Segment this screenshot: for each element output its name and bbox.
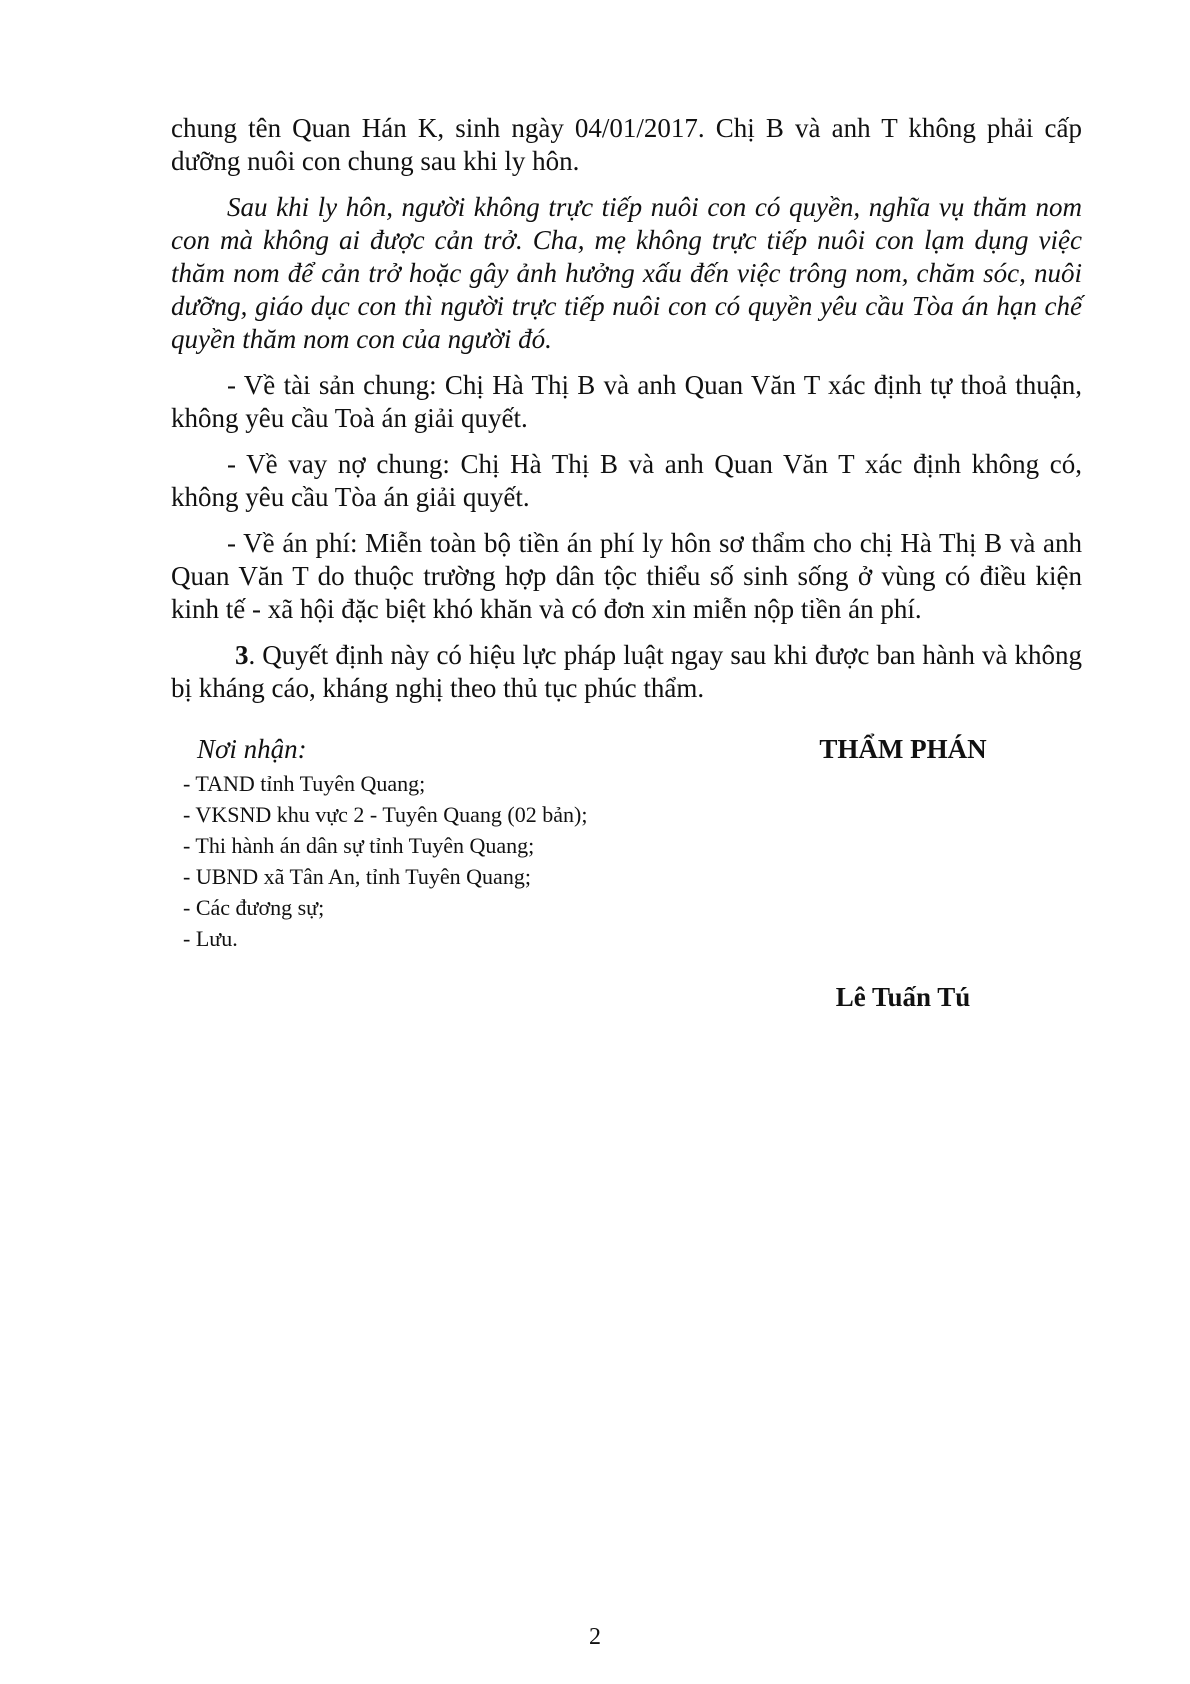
paragraph-court-fees: - Về án phí: Miễn toàn bộ tiền án phí ly hôn sơ thẩm cho chị Hà Thị B và anh Quan Văn T do thuộc trường hợp dân tộc thiểu số sinh sống ở vùng có điều kiện kinh tế - xã hội đặc biệt khó khăn và có đơn xin miễn nộp tiền án phí. bbox=[171, 528, 1082, 624]
recipient-item: - UBND xã Tân An, tỉnh Tuyên Quang; bbox=[183, 864, 531, 889]
recipients-list bbox=[183, 768, 683, 954]
recipient-item: - Thi hành án dân sự tỉnh Tuyên Quang; bbox=[183, 833, 535, 858]
page-number: 2 bbox=[589, 1624, 601, 1650]
clause-3-text: . Quyết định này có hiệu lực pháp luật ngay sau khi được ban hành và không bị kháng cáo, kháng nghị theo thủ tục phúc thẩm. bbox=[171, 640, 1082, 703]
recipient-item: - VKSND khu vực 2 - Tuyên Quang (02 bản); bbox=[183, 802, 588, 827]
document-body bbox=[171, 112, 1082, 718]
signature-block bbox=[743, 732, 1063, 1014]
recipients-section bbox=[183, 732, 683, 954]
recipient-item: - Lưu. bbox=[183, 926, 238, 951]
paragraph-visitation-rights: Sau khi ly hôn, người không trực tiếp nuôi con có quyền, nghĩa vụ thăm nom con mà không ai được cản trở. Cha, mẹ không trực tiếp nuôi con lạm dụng việc thăm nom để cản trở hoặc gây ảnh hưởng xấu đến việc trông nom, chăm sóc, nuôi dưỡng, giáo dục con thì người trực tiếp nuôi con có quyền yêu cầu Tòa án hạn chế quyền thăm nom con của người đó. bbox=[171, 192, 1082, 354]
recipient-item: - Các đương sự; bbox=[183, 895, 325, 920]
signer-title: THẨM PHÁN bbox=[819, 734, 987, 764]
clause-number: 3 bbox=[235, 640, 249, 670]
document-footer bbox=[183, 732, 1063, 1012]
paragraph-custody-support: chung tên Quan Hán K, sinh ngày 04/01/2017. Chị B và anh T không phải cấp dưỡng nuôi con chung sau khi ly hôn. bbox=[171, 113, 1082, 176]
recipient-item: - TAND tỉnh Tuyên Quang; bbox=[183, 771, 426, 796]
paragraph-common-debt: - Về vay nợ chung: Chị Hà Thị B và anh Quan Văn T xác định không có, không yêu cầu Tòa án giải quyết. bbox=[171, 449, 1082, 512]
paragraph-clause-3 bbox=[171, 639, 1082, 705]
signer-name: Lê Tuấn Tú bbox=[835, 982, 971, 1012]
recipients-title: Nơi nhận: bbox=[197, 734, 307, 764]
paragraph-common-property: - Về tài sản chung: Chị Hà Thị B và anh Quan Văn T xác định tự thoả thuận, không yêu cầu Toà án giải quyết. bbox=[171, 370, 1082, 433]
